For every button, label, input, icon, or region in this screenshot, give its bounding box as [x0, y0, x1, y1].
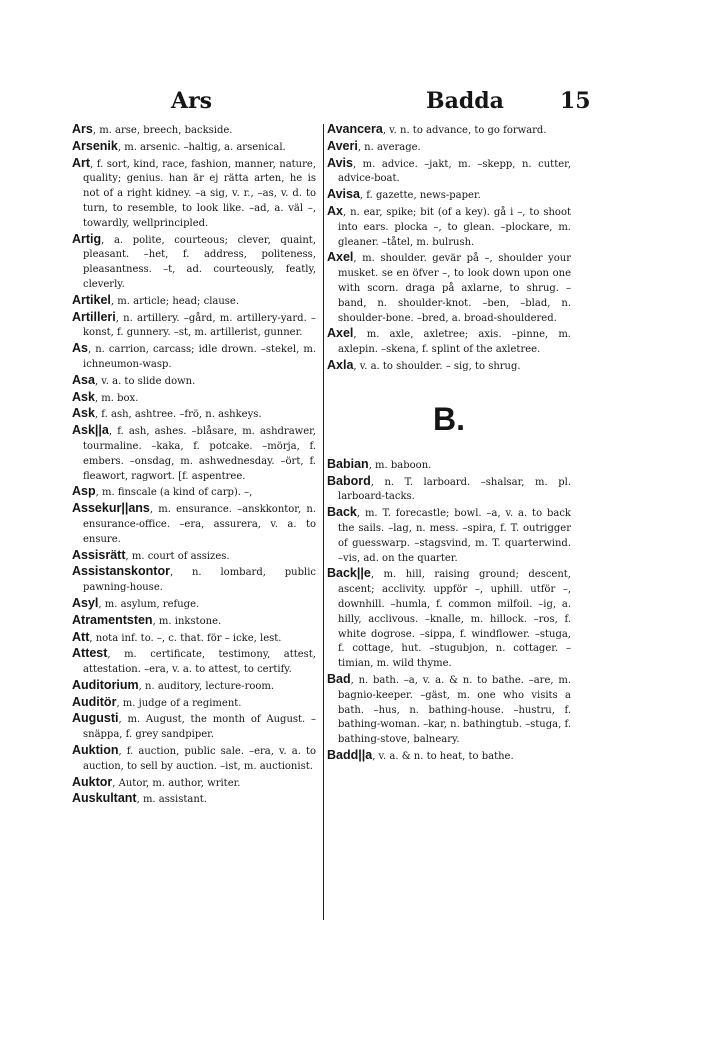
dictionary-entry: Avis, m. advice. –jakt, m. –skepp, n. cutter, advice-boat. [327, 155, 571, 185]
dictionary-entry: Augusti, m. August, the month of August. –snäppa, f. grey sandpiper. [72, 711, 316, 741]
header-left-guide-word: Ars [171, 88, 213, 114]
page-number: 15 [560, 88, 591, 114]
dictionary-entry: Babian, m. baboon. [327, 456, 432, 471]
right-column-a-entries [327, 122, 571, 375]
right-column-b-entries [327, 457, 571, 765]
dictionary-entry: Badd||a, v. a. & n. to heat, to bathe. [327, 747, 514, 762]
dictionary-entry: Back||e, m. hill, raising ground; descent, ascent; acclivity. uppför –, uphill. utför –, downhill. –humla, f. common milfoil. –ig, a. hilly, acclivous. –knalle, m. hillock. –ros, f. white dogrose. –sippa, f. windflower. –stuga, f. cottage, hut. –stugubjon, n. cottager. –timian, m. wild thyme. [327, 566, 571, 670]
dictionary-entry: Art, f. sort, kind, race, fashion, manner, nature, quality; genius. han är ej rätta arten, he is not of a right kidney. –a sig, v. r., –as, v. d. to turn, to resemble, to look like. –ad, a. väl –, towardly, wellprincipled. [72, 155, 316, 229]
dictionary-entry: Assistanskontor, n. lombard, public pawning-house. [72, 564, 316, 594]
dictionary-entry: Artikel, m. article; head; clause. [72, 292, 240, 307]
dictionary-entry: Avancera, v. n. to advance, to go forward. [327, 122, 547, 136]
dictionary-entry: Averi, n. average. [327, 138, 421, 153]
dictionary-entry: Auktor, Autor, m. author, writer. [72, 774, 241, 789]
dictionary-entry: Axla, v. a. to shoulder. – sig, to shrug. [327, 357, 521, 372]
dictionary-entry: Auditorium, n. auditory, lecture-room. [72, 677, 275, 692]
left-column [72, 122, 316, 808]
right-column [327, 122, 571, 765]
dictionary-entry: Back, m. T. forecastle; bowl. –a, v. a. to back the sails. –lag, n. mess. –spira, f. T. outrigger of guesswarp. –stagsvind, m. T. quarterwind. –vis, ad. on the quarter. [327, 505, 571, 564]
dictionary-entry: Axel, m. axle, axletree; axis. –pinne, m. axlepin. –skena, f. splint of the axletree. [327, 326, 571, 356]
dictionary-entry: Asp, m. finscale (a kind of carp). –, [72, 484, 253, 499]
dictionary-entry: Ask, f. ash, ashtree. –frö, n. ashkeys. [72, 406, 262, 421]
dictionary-entry: Attest, m. certificate, testimony, attest, attestation. –era, v. a. to attest, to certify. [72, 646, 316, 676]
column-divider [323, 124, 324, 920]
dictionary-entry: Babord, n. T. larboard. –shalsar, m. pl. larboard-tacks. [327, 473, 571, 503]
dictionary-entry: Ask, m. box. [72, 389, 139, 404]
dictionary-entry: Artilleri, n. artillery. –gård, m. artillery-yard. –konst, f. gunnery. –st, m. artillerist, gunner. [72, 309, 316, 339]
dictionary-entry: Ars, m. arse, breech, backside. [72, 122, 233, 136]
dictionary-entry: Assekur||ans, m. ensurance. –anskkontor, n. ensurance-office. –era, assurera, v. a. to ensure. [72, 501, 316, 545]
dictionary-entry: Bad, n. bath. –a, v. a. & n. to bathe. –are, m. bagnio-keeper. –gäst, m. one who visits a bath. –hus, n. bathing-house. –hustru, f. bathing-woman. –kar, n. bathingtub. –stuga, f. bathing-stove, balneary. [327, 671, 571, 746]
dictionary-entry: Asa, v. a. to slide down. [72, 372, 196, 387]
dictionary-entry: Arsenik, m. arsenic. –haltig, a. arsenical. [72, 138, 286, 153]
dictionary-entry: Avisa, f. gazette, news-paper. [327, 187, 481, 202]
dictionary-entry: Ax, n. ear, spike; bit (of a key). gå i –, to shoot into ears. plocka –, to glean. –plockare, m. gleaner. –tåtel, m. bulrush. [327, 203, 571, 248]
dictionary-entry: Artig, a. polite, courteous; clever, quaint, pleasant. –het, f. address, politeness, pleasantness. –t, ad. courteously, featly, cleverly. [72, 231, 316, 290]
section-letter: B. [433, 400, 465, 437]
dictionary-entry: Auskultant, m. assistant. [72, 791, 207, 806]
dictionary-entry: Auditör, m. judge of a regiment. [72, 694, 242, 709]
dictionary-entry: Atramentsten, m. inkstone. [72, 612, 222, 627]
dictionary-entry: Att, nota inf. to. –, c. that. för – icke, lest. [72, 629, 282, 644]
dictionary-entry: Assisrätt, m. court of assizes. [72, 547, 230, 562]
dictionary-entry: Ask||a, f. ash, ashes. –blåsare, m. ashdrawer, tourmaline. –kaka, f. potcake. –mörja, f. embers. –onsdag, m. ashwednesday. –ört, f. fleawort, ragwort. [f. aspentree. [72, 423, 316, 482]
dictionary-entry: Asyl, m. asylum, refuge. [72, 595, 200, 610]
dictionary-entry: Auktion, f. auction, public sale. –era, v. a. to auction, to sell by auction. –ist, m. auctionist. [72, 743, 316, 772]
dictionary-entry: As, n. carrion, carcass; idle drown. –stekel, m. ichneumon-wasp. [72, 341, 316, 370]
dictionary-entry: Axel, m. shoulder. gevär på –, shoulder your musket. se en öfver –, to look down upon one with scorn. draga på axlarne, to shrug. –band, n. shoulder-knot. –ben, –blad, n. shoulder-bone. –bred, a. broad-shouldered. [327, 250, 571, 324]
header-right-guide-word: Badda [426, 88, 504, 114]
